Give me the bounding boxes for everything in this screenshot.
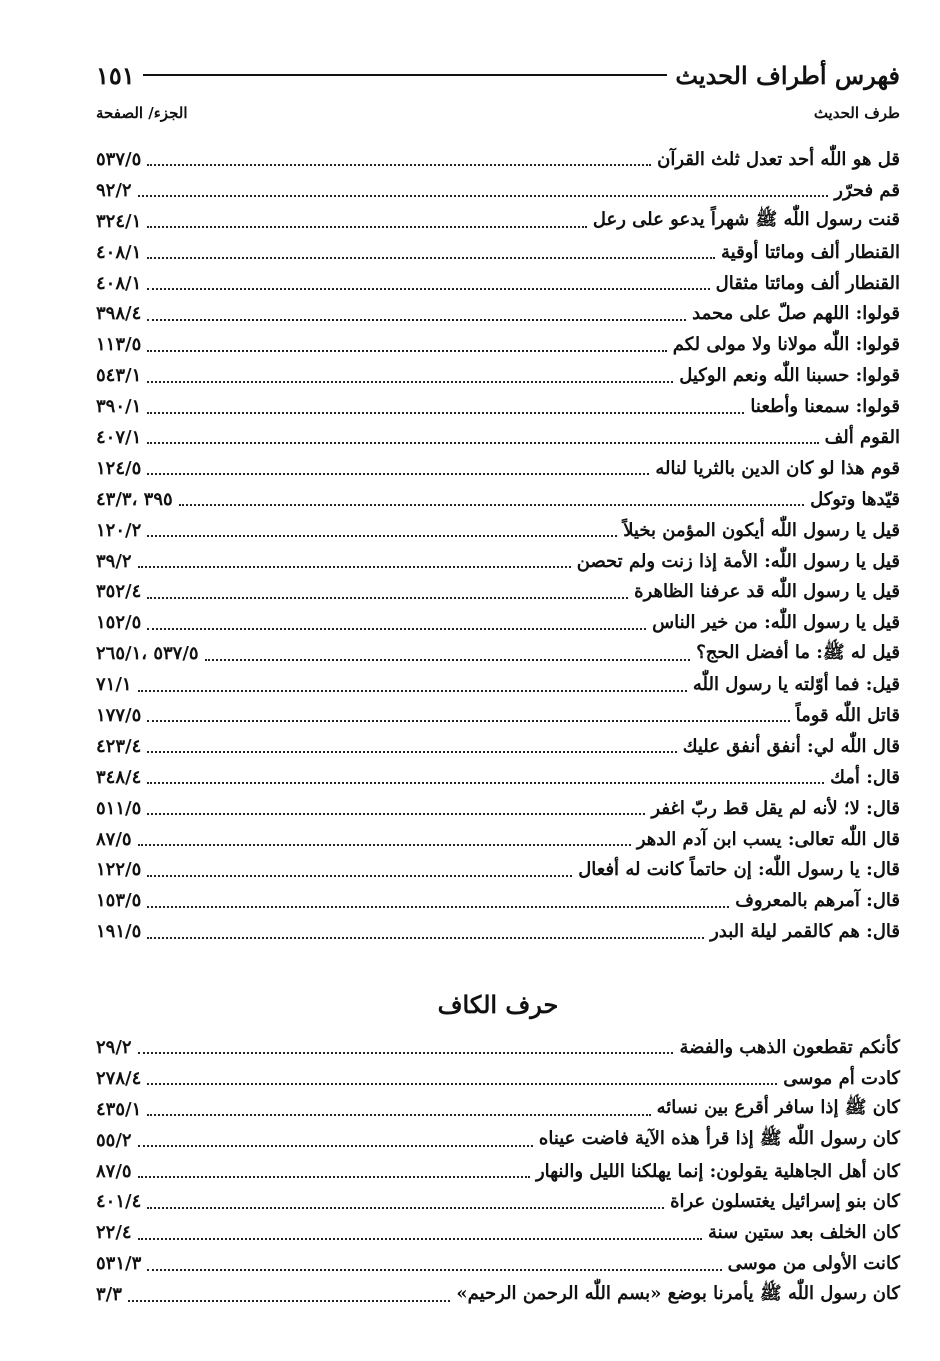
entry-reference: ٩٢/٢ xyxy=(96,179,132,201)
entry-leader-dots xyxy=(147,906,729,908)
entry-reference: ٢٧٨/٤ xyxy=(96,1067,142,1089)
column-headers xyxy=(96,100,900,126)
index-entry xyxy=(96,762,900,793)
entry-reference: ٥٣٧/٥ ،٢٦٥/١ xyxy=(96,643,199,665)
entry-text: قيل: فما أوّلته يا رسول اللّٰه xyxy=(692,674,900,696)
index-entry xyxy=(96,1248,900,1279)
entry-reference: ٣٩٠/١ xyxy=(96,396,142,418)
index-entry xyxy=(96,1032,900,1063)
entry-text: قولوا: اللّٰه مولانا ولا مولى لكم xyxy=(672,334,900,356)
entry-leader-dots xyxy=(179,504,804,506)
entry-reference: ٤٢٣/٤ xyxy=(96,735,142,757)
entry-leader-dots xyxy=(128,1300,450,1302)
section-heading: حرف الكاف xyxy=(437,990,559,1019)
index-entry xyxy=(96,731,900,762)
entry-reference: ٣/٣ xyxy=(96,1284,122,1306)
entry-reference: ٥٣١/٣ xyxy=(96,1253,142,1275)
entry-leader-dots xyxy=(147,1083,777,1085)
entry-text: قال اللّٰه تعالى: يسب ابن آدم الدهر xyxy=(636,828,900,850)
entry-text: كان رسول اللّٰه ﷺ إذا قرأ هذه الآية فاضت عيناه xyxy=(538,1128,900,1150)
entry-leader-dots xyxy=(147,442,818,444)
index-entry xyxy=(96,298,900,329)
entry-leader-dots xyxy=(147,782,824,784)
entry-leader-dots xyxy=(147,1269,721,1271)
page-title: فهرس أطراف الحديث xyxy=(675,60,900,90)
index-entry xyxy=(96,916,900,947)
entry-text: كان رسول اللّٰه ﷺ يأمرنا بوضع «بسم اللّٰه الرحمن الرحيم» xyxy=(456,1282,900,1304)
index-entry xyxy=(96,793,900,824)
entry-reference: ٣٩٨/٤ xyxy=(96,303,142,325)
entry-text: كان الخلف بعد ستين سنة xyxy=(708,1222,900,1244)
index-entry xyxy=(96,1186,900,1217)
entry-text: القنطار ألف ومائتا أوقية xyxy=(720,241,900,263)
entry-reference: ١٥٢/٥ xyxy=(96,612,142,634)
entry-text: كانت الأولى من موسى xyxy=(727,1253,900,1275)
entry-reference: ٤٠١/٤ xyxy=(96,1191,142,1213)
entry-text: قال: آمرهم بالمعروف xyxy=(735,890,900,912)
index-entry xyxy=(96,422,900,453)
index-entry xyxy=(96,885,900,916)
entry-text: قم فحرّر xyxy=(834,179,900,201)
entry-leader-dots xyxy=(138,844,631,846)
entry-leader-dots xyxy=(147,473,649,475)
entry-text: قال: هم كالقمر ليلة البدر xyxy=(710,921,900,943)
index-entry xyxy=(96,854,900,885)
entry-leader-dots xyxy=(147,412,744,414)
index-entry xyxy=(96,268,900,299)
index-entry xyxy=(96,360,900,391)
entry-text: قل هو اللّٰه أحد تعدل ثلث القرآن xyxy=(657,148,900,170)
entry-reference: ٧١/١ xyxy=(96,674,132,696)
index-entry xyxy=(96,700,900,731)
entry-reference: ٤٠٨/١ xyxy=(96,241,142,263)
entry-text: قاتل اللّٰه قوماً xyxy=(795,704,900,726)
entry-text: قولوا: اللهم صلّ على محمد xyxy=(692,303,900,325)
entry-text: قال: يا رسول اللّٰه: إن حاتماً كانت له أفعال xyxy=(578,859,900,881)
entry-reference: ٢٢/٤ xyxy=(96,1222,132,1244)
entry-leader-dots xyxy=(147,164,651,166)
entry-text: قولوا: حسبنا اللّٰه ونعم الوكيل xyxy=(679,365,900,387)
entry-leader-dots xyxy=(147,535,617,537)
entry-reference: ٥٣٧/٥ xyxy=(96,148,142,170)
entry-leader-dots xyxy=(147,226,587,228)
index-entry xyxy=(96,669,900,700)
index-entry xyxy=(96,638,900,669)
index-entry xyxy=(96,1156,900,1187)
index-entry xyxy=(96,824,900,855)
index-entry xyxy=(96,175,900,206)
entry-text: كان بنو إسرائيل يغتسلون عراة xyxy=(670,1191,900,1213)
entry-leader-dots xyxy=(138,1145,533,1147)
entry-text: قوم هذا لو كان الدين بالثريا لناله xyxy=(655,457,900,479)
entry-text: قال: أمك xyxy=(830,766,900,788)
entry-leader-dots xyxy=(138,1238,702,1240)
entry-leader-dots xyxy=(138,1176,530,1178)
entry-leader-dots xyxy=(147,257,715,259)
entry-leader-dots xyxy=(147,937,704,939)
entry-reference: ١٥٣/٥ xyxy=(96,890,142,912)
entry-text: القوم ألف xyxy=(824,426,900,448)
entry-reference: ٤٣٥/١ xyxy=(96,1098,142,1120)
entry-leader-dots xyxy=(205,659,691,661)
entry-leader-dots xyxy=(147,597,628,599)
index-list-qaf xyxy=(96,144,900,947)
entry-leader-dots xyxy=(138,566,571,568)
entry-text: قيّدها وتوكل xyxy=(810,488,900,510)
index-entry xyxy=(96,237,900,268)
entry-text: قال: لا؛ لأنه لم يقل قط ربّ اغفر xyxy=(651,797,900,819)
entry-text: كأنكم تقطعون الذهب والفضة xyxy=(679,1036,900,1058)
entry-text: كان أهل الجاهلية يقولون: إنما يهلكنا الليل والنهار xyxy=(535,1160,900,1182)
entry-text: كادت أم موسى xyxy=(783,1067,900,1089)
index-entry xyxy=(96,1063,900,1094)
entry-leader-dots xyxy=(147,875,572,877)
entry-reference: ٥٥/٢ xyxy=(96,1129,132,1151)
entry-leader-dots xyxy=(147,628,646,630)
entry-text: قيل يا رسول اللّٰه: من خير الناس xyxy=(652,612,900,634)
index-list-kaf xyxy=(96,1032,900,1310)
index-entry xyxy=(96,144,900,175)
entry-leader-dots xyxy=(147,319,686,321)
entry-leader-dots xyxy=(147,1114,650,1116)
entry-reference: ٨٧/٥ xyxy=(96,828,132,850)
entry-reference: ٣٤٨/٤ xyxy=(96,766,142,788)
column-header-volume-page: الجزء/ الصفحة xyxy=(96,104,188,122)
entry-leader-dots xyxy=(138,1052,674,1054)
entry-text: قنت رسول اللّٰه ﷺ شهراً يدعو على رعل xyxy=(592,209,900,231)
entry-reference: ١٢٢/٥ xyxy=(96,859,142,881)
index-entry xyxy=(96,576,900,607)
entry-reference: ٥٤٣/١ xyxy=(96,365,142,387)
entry-text: كان ﷺ إذا سافر أقرع بين نسائه xyxy=(656,1097,900,1119)
index-entry xyxy=(96,206,900,237)
entry-text: قيل له ﷺ: ما أفضل الحج؟ xyxy=(696,641,900,663)
entry-leader-dots xyxy=(147,720,789,722)
entry-leader-dots xyxy=(147,813,645,815)
entry-reference: ٤٠٨/١ xyxy=(96,272,142,294)
entry-text: القنطار ألف ومائتا مثقال xyxy=(715,272,900,294)
entry-reference: ٤٠٧/١ xyxy=(96,426,142,448)
column-header-hadith: طرف الحديث xyxy=(813,104,900,122)
index-entry xyxy=(96,484,900,515)
page-number: ١٥١ xyxy=(96,60,135,90)
index-entry xyxy=(96,1125,900,1156)
entry-leader-dots xyxy=(138,195,829,197)
entry-reference: ٣٢٤/١ xyxy=(96,210,142,232)
index-entry xyxy=(96,515,900,546)
index-entry xyxy=(96,329,900,360)
index-entry xyxy=(96,453,900,484)
index-entry xyxy=(96,1094,900,1125)
page-header xyxy=(96,58,900,92)
entry-leader-dots xyxy=(147,1207,664,1209)
index-entry xyxy=(96,1279,900,1310)
entry-reference: ٣٩/٢ xyxy=(96,550,132,572)
entry-leader-dots xyxy=(147,350,667,352)
entry-reference: ١٢٠/٢ xyxy=(96,519,142,541)
entry-reference: ٣٩٥ ،٤٣/٣ xyxy=(96,488,173,510)
entry-reference: ١٢٤/٥ xyxy=(96,457,142,479)
entry-text: قولوا: سمعنا وأطعنا xyxy=(750,396,900,418)
index-entry xyxy=(96,607,900,638)
entry-reference: ٣٥٢/٤ xyxy=(96,581,142,603)
header-rule xyxy=(143,74,668,76)
entry-reference: ١٧٧/٥ xyxy=(96,704,142,726)
entry-reference: ٨٧/٥ xyxy=(96,1160,132,1182)
entry-reference: ٢٩/٢ xyxy=(96,1036,132,1058)
entry-reference: ١٩١/٥ xyxy=(96,921,142,943)
index-entry xyxy=(96,1217,900,1248)
entry-leader-dots xyxy=(147,381,673,383)
entry-leader-dots xyxy=(138,690,687,692)
entry-text: قيل يا رسول اللّٰه أيكون المؤمن بخيلاً xyxy=(623,519,900,541)
entry-reference: ٥١١/٥ xyxy=(96,797,142,819)
entry-reference: ١١٣/٥ xyxy=(96,334,142,356)
entry-leader-dots xyxy=(147,288,709,290)
entry-leader-dots xyxy=(147,751,676,753)
entry-text: قال اللّٰه لي: أنفق أنفق عليك xyxy=(682,735,900,757)
entry-text: قيل يا رسول اللّٰه قد عرفنا الظاهرة xyxy=(634,581,900,603)
entry-text: قيل يا رسول اللّٰه: الأمة إذا زنت ولم تحصن xyxy=(576,550,900,572)
index-entry xyxy=(96,546,900,577)
index-entry xyxy=(96,391,900,422)
